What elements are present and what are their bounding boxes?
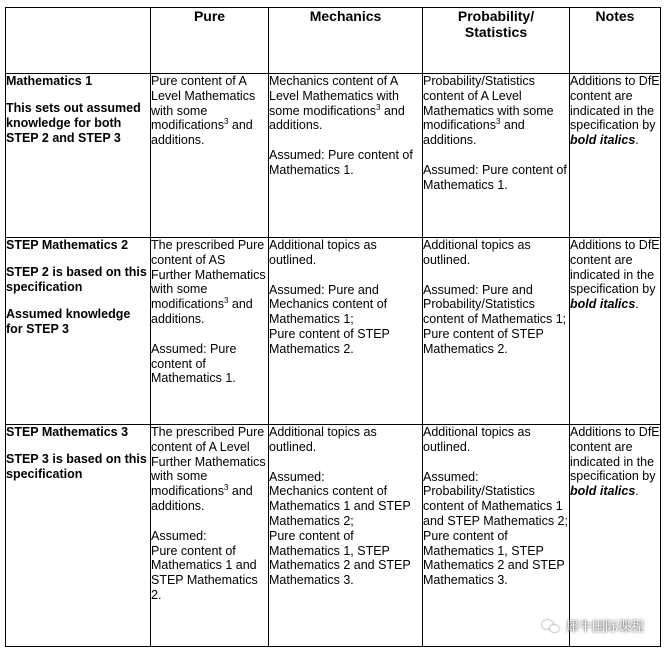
cell-text: Additions to DfE content are indicated in the specification by bold italics.	[570, 425, 660, 499]
cell-text: The prescribed Pure content of A Level Further Mathematics with some modifications$^3$ and additions.	[151, 425, 266, 513]
cell-text: Assumed: Pure content of Mathematics 1.	[151, 341, 237, 386]
probability-cell	[423, 238, 570, 425]
header-probability-line1: Probability/	[457, 8, 535, 24]
cell-text: Additional topics as outlined.	[423, 238, 531, 267]
cell-text: Assumed: Pure content of Mathematics 1 and STEP Mathematics 2.	[151, 528, 258, 602]
pure-cell	[151, 425, 269, 647]
table-row	[6, 238, 661, 425]
row-subtitle: This sets out assumed knowledge for both STEP 2 and STEP 3	[6, 101, 141, 145]
header-row	[6, 8, 661, 74]
cell-text: Assumed: Pure and Probability/Statistics content of Mathematics 1; Pure content of STEP Mathematics 2.	[423, 282, 567, 356]
row-subtitle-2: Assumed knowledge for STEP 3	[6, 307, 131, 336]
row-title: STEP Mathematics 2	[6, 238, 129, 252]
cell-text: Additional topics as outlined.	[269, 238, 377, 267]
header-corner-cell	[6, 8, 151, 74]
notes-cell	[570, 238, 661, 425]
cell-text: Assumed: Pure content of Mathematics 1.	[269, 148, 413, 177]
footnote-marker: 3	[223, 117, 229, 127]
row-heading	[6, 238, 151, 425]
wechat-icon	[542, 619, 560, 633]
pure-cell	[151, 74, 269, 238]
pure-cell	[151, 238, 269, 425]
footnote-marker: 3	[223, 296, 229, 306]
cell-text: Assumed: Probability/Statistics content of Mathematics 1 and STEP Mathematics 2; Pure content of Mathematics 1, STEP Mathematics 2 and STEP Mathematics 3.	[423, 469, 568, 588]
cell-text: Assumed: Mechanics content of Mathematics 1 and STEP Mathematics 2; Pure content of Mathematics 1, STEP Mathematics 2 and STEP Mathematics 3.	[269, 469, 411, 588]
cell-text: Additions to DfE content are indicated in the specification by bold italics.	[570, 74, 660, 148]
mechanics-cell	[269, 74, 423, 238]
notes-cell	[570, 74, 661, 238]
row-subtitle: STEP 3 is based on this specification	[6, 452, 147, 481]
cell-text: Mechanics content of A Level Mathematics with some modifications$^3$ and additions.	[269, 74, 405, 133]
specification-table	[5, 7, 661, 647]
probability-cell	[423, 74, 570, 238]
cell-text: Assumed: Pure and Mechanics content of Mathematics 1; Pure content of STEP Mathematics 2.	[269, 282, 390, 356]
cell-text: Pure content of A Level Mathematics with some modifications$^3$ and additions.	[151, 74, 256, 148]
table-row	[6, 425, 661, 647]
header-probability-statistics	[423, 8, 570, 74]
mechanics-cell	[269, 425, 423, 647]
header-pure: Pure	[151, 8, 269, 74]
row-subtitle: STEP 2 is based on this specification	[6, 265, 147, 294]
cell-text: Additional topics as outlined.	[269, 425, 377, 454]
watermark	[542, 616, 644, 635]
header-notes: Notes	[570, 8, 661, 74]
footnote-marker: 3	[223, 483, 229, 493]
header-probability-line2: Statistics	[464, 24, 528, 40]
cell-text: The prescribed Pure content of AS Further Mathematics with some modifications$^3$ and additions.	[151, 238, 266, 326]
row-heading	[6, 425, 151, 647]
footnote-marker: 3	[495, 117, 501, 127]
cell-text: Additions to DfE content are indicated in the specification by bold italics.	[570, 238, 660, 312]
row-title: Mathematics 1	[6, 74, 93, 88]
cell-text: Probability/Statistics content of A Level Mathematics with some modifications$^3$ and additions.	[423, 74, 554, 148]
row-title: STEP Mathematics 3	[6, 425, 129, 439]
header-mechanics: Mechanics	[269, 8, 423, 74]
watermark-text: 犀牛国际课程	[565, 619, 644, 634]
footnote-marker: 3	[376, 102, 381, 112]
mechanics-cell	[269, 238, 423, 425]
cell-text: Assumed: Pure content of Mathematics 1.	[423, 162, 567, 192]
cell-text: Additional topics as outlined.	[423, 425, 531, 454]
notes-cell	[570, 425, 661, 647]
row-heading	[6, 74, 151, 238]
table-row	[6, 74, 661, 238]
probability-cell	[423, 425, 570, 647]
